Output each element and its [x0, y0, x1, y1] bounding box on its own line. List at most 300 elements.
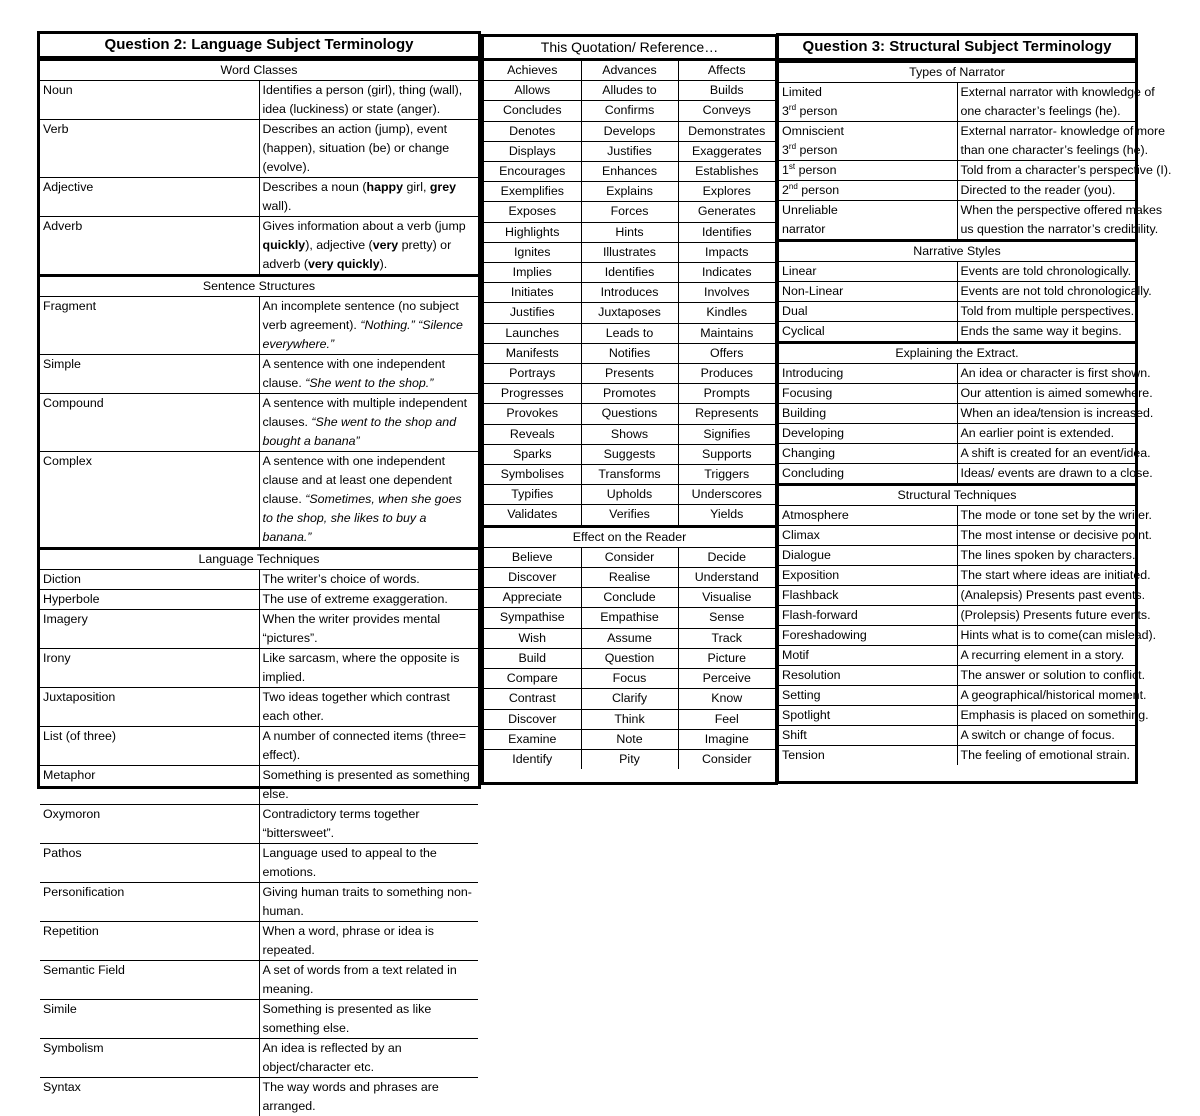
term-label: Foreshadowing: [779, 626, 957, 646]
section-heading-row: [40, 549, 478, 570]
word-cell: Kindles: [678, 303, 775, 323]
term-label: Building: [779, 404, 957, 424]
word-row: [484, 121, 775, 141]
word-cell: Picture: [678, 648, 775, 668]
narrator-type-line: narrator: [782, 220, 954, 239]
term-definition: [259, 217, 478, 276]
term-label: Tension: [779, 746, 957, 766]
term-label: Climax: [779, 526, 957, 546]
narrator-row: [779, 201, 1135, 241]
word-row: [484, 424, 775, 444]
definition-text: ), adjective (: [305, 238, 372, 252]
term-definition: [259, 355, 478, 394]
term-label: Linear: [779, 262, 957, 282]
term-label: List (of three): [40, 727, 259, 766]
word-cell: Portrays: [484, 364, 581, 384]
definition-line: us question the narrator’s credibility.: [961, 220, 1133, 239]
word-cell: Launches: [484, 323, 581, 343]
term-row: [40, 805, 478, 844]
word-cell: Triggers: [678, 465, 775, 485]
word-cell: Validates: [484, 505, 581, 526]
term-row: [779, 444, 1135, 464]
term-definition: Something is presented as something else.: [259, 766, 478, 805]
word-cell: Illustrates: [581, 242, 678, 262]
term-label: Flashback: [779, 586, 957, 606]
definition-text: girl,: [403, 180, 430, 194]
term-row: [779, 302, 1135, 322]
term-label: Diction: [40, 570, 259, 590]
term-row: [779, 646, 1135, 666]
term-label: Personification: [40, 883, 259, 922]
term-row: [779, 526, 1135, 546]
word-cell: Examine: [484, 729, 581, 749]
word-row: [484, 162, 775, 182]
term-row: [40, 1039, 478, 1078]
term-definition: (Prolepsis) Presents future events.: [957, 606, 1135, 626]
term-label: Motif: [779, 646, 957, 666]
word-cell: Generates: [678, 202, 775, 222]
narrator-definition: [957, 201, 1135, 241]
narrator-definition: [957, 161, 1135, 181]
term-label: Introducing: [779, 364, 957, 384]
term-label: Spotlight: [779, 706, 957, 726]
term-label: Adverb: [40, 217, 259, 276]
narrator-type: [779, 181, 957, 201]
term-definition: Two ideas together which contrast each other.: [259, 688, 478, 727]
term-row: [779, 726, 1135, 746]
section-heading-row: [40, 60, 478, 81]
term-row: [40, 217, 478, 276]
word-cell: Sparks: [484, 444, 581, 464]
narrator-type-line: 1st person: [782, 161, 954, 180]
word-row: [484, 263, 775, 283]
section-heading: Explaining the Extract.: [779, 343, 1135, 364]
term-row: [779, 686, 1135, 706]
word-row: [484, 588, 775, 608]
word-cell: Produces: [678, 364, 775, 384]
definition-line: Told from a character’s perspective (I).: [961, 161, 1133, 180]
term-label: Fragment: [40, 297, 259, 355]
word-cell: Affects: [678, 61, 775, 81]
word-row: [484, 749, 775, 769]
term-row: [40, 766, 478, 805]
word-cell: Know: [678, 689, 775, 709]
term-definition: The lines spoken by characters.: [957, 546, 1135, 566]
word-row: [484, 404, 775, 424]
word-row: [484, 729, 775, 749]
narrator-type-line: 3rd person: [782, 102, 954, 121]
definition-line: When the perspective offered makes: [961, 201, 1133, 220]
term-label: Imagery: [40, 610, 259, 649]
term-definition: Events are told chronologically.: [957, 262, 1135, 282]
section-heading-row: [779, 485, 1135, 506]
q2-table: [40, 58, 478, 1116]
word-cell: Verifies: [581, 505, 678, 526]
term-definition: An earlier point is extended.: [957, 424, 1135, 444]
term-label: Non-Linear: [779, 282, 957, 302]
word-cell: Suggests: [581, 444, 678, 464]
narrator-type: [779, 83, 957, 122]
term-row: [40, 178, 478, 217]
term-definition: [259, 297, 478, 355]
definition-text: Describes a noun (: [263, 180, 367, 194]
example-quote: “She went to the shop.”: [305, 376, 433, 390]
emphasis-word: grey: [430, 180, 456, 194]
word-cell: Build: [484, 648, 581, 668]
term-label: Dialogue: [779, 546, 957, 566]
word-cell: Track: [678, 628, 775, 648]
word-row: [484, 303, 775, 323]
word-cell: Identify: [484, 749, 581, 769]
word-cell: Reveals: [484, 424, 581, 444]
word-cell: Conveys: [678, 101, 775, 121]
word-row: [484, 323, 775, 343]
term-definition: Describes an action (jump), event (happen), situation (be) or change (evolve).: [259, 120, 478, 178]
narrator-definition: [957, 122, 1135, 161]
word-cell: Exemplifies: [484, 182, 581, 202]
word-cell: Identifies: [678, 222, 775, 242]
word-cell: Leads to: [581, 323, 678, 343]
term-row: [779, 566, 1135, 586]
term-label: Simple: [40, 355, 259, 394]
term-definition: A number of connected items (three= effect).: [259, 727, 478, 766]
definition-line: Directed to the reader (you).: [961, 181, 1133, 200]
term-label: Concluding: [779, 464, 957, 485]
word-cell: Hints: [581, 222, 678, 242]
term-row: [779, 322, 1135, 343]
term-label: Juxtaposition: [40, 688, 259, 727]
term-label: Changing: [779, 444, 957, 464]
q2-title: Question 2: Language Subject Terminology: [40, 34, 478, 58]
word-cell: Exposes: [484, 202, 581, 222]
definition-text: Gives information about a verb (jump: [263, 219, 466, 233]
word-cell: Alludes to: [581, 81, 678, 101]
term-label: Complex: [40, 452, 259, 549]
term-row: [40, 120, 478, 178]
narrator-type-line: Unreliable: [782, 201, 954, 220]
word-cell: Identifies: [581, 263, 678, 283]
word-row: [484, 485, 775, 505]
term-label: Cyclical: [779, 322, 957, 343]
word-row: [484, 568, 775, 588]
word-cell: Presents: [581, 364, 678, 384]
word-cell: Juxtaposes: [581, 303, 678, 323]
word-cell: Allows: [484, 81, 581, 101]
term-label: Noun: [40, 81, 259, 120]
term-row: [779, 746, 1135, 766]
word-cell: Advances: [581, 61, 678, 81]
word-cell: Typifies: [484, 485, 581, 505]
term-definition: A shift is created for an event/idea.: [957, 444, 1135, 464]
word-cell: Assume: [581, 628, 678, 648]
term-row: [40, 1000, 478, 1039]
term-label: Flash-forward: [779, 606, 957, 626]
word-cell: Notifies: [581, 343, 678, 363]
term-row: [779, 364, 1135, 384]
word-row: [484, 182, 775, 202]
word-row: [484, 505, 775, 526]
term-definition: When a word, phrase or idea is repeated.: [259, 922, 478, 961]
term-definition: The feeling of emotional strain.: [957, 746, 1135, 766]
term-row: [40, 297, 478, 355]
word-cell: Offers: [678, 343, 775, 363]
word-cell: Feel: [678, 709, 775, 729]
term-definition: (Analepsis) Presents past events.: [957, 586, 1135, 606]
word-row: [484, 242, 775, 262]
section-heading-row: [40, 276, 478, 297]
definition-text: ).: [380, 257, 388, 271]
word-row: [484, 283, 775, 303]
definition-text: A sentence with one independent clause.: [263, 357, 446, 390]
word-cell: Appreciate: [484, 588, 581, 608]
term-row: [40, 727, 478, 766]
term-row: [779, 606, 1135, 626]
word-cell: Conclude: [581, 588, 678, 608]
word-row: [484, 384, 775, 404]
section-heading: Types of Narrator: [779, 62, 1135, 83]
definition-text: wall).: [263, 199, 292, 213]
word-cell: Concludes: [484, 101, 581, 121]
emphasis-word: quickly: [263, 238, 306, 252]
word-cell: Achieves: [484, 61, 581, 81]
definition-text: A sentence with multiple independent clauses.: [263, 396, 468, 429]
word-cell: Note: [581, 729, 678, 749]
quotation-title: This Quotation/ Reference…: [484, 37, 775, 60]
narrator-row: [779, 83, 1135, 122]
narrator-type: [779, 161, 957, 181]
narrator-type-line: 2nd person: [782, 181, 954, 200]
emphasis-word: very: [373, 238, 399, 252]
term-definition: The mode or tone set by the writer.: [957, 506, 1135, 526]
term-row: [779, 404, 1135, 424]
q3-title: Question 3: Structural Subject Terminology: [779, 36, 1135, 60]
narrator-definition: [957, 83, 1135, 122]
word-row: [484, 608, 775, 628]
word-cell: Indicates: [678, 263, 775, 283]
term-definition: Like sarcasm, where the opposite is implied.: [259, 649, 478, 688]
word-cell: Clarify: [581, 689, 678, 709]
word-cell: Initiates: [484, 283, 581, 303]
definition-line: External narrator with knowledge of: [961, 83, 1133, 102]
term-label: Simile: [40, 1000, 259, 1039]
narrator-definition: [957, 181, 1135, 201]
word-row: [484, 444, 775, 464]
word-row: [484, 101, 775, 121]
word-cell: Involves: [678, 283, 775, 303]
term-row: [40, 590, 478, 610]
definition-text: An incomplete sentence (no subject verb agreement).: [263, 299, 459, 332]
term-label: Resolution: [779, 666, 957, 686]
word-cell: Justifies: [581, 141, 678, 161]
term-row: [40, 961, 478, 1000]
term-label: Semantic Field: [40, 961, 259, 1000]
term-definition: Emphasis is placed on something.: [957, 706, 1135, 726]
term-definition: An idea or character is first shown.: [957, 364, 1135, 384]
word-cell: Realise: [581, 568, 678, 588]
word-cell: Impacts: [678, 242, 775, 262]
term-row: [779, 546, 1135, 566]
effect-heading: Effect on the Reader: [484, 526, 775, 547]
term-definition: A set of words from a text related in meaning.: [259, 961, 478, 1000]
term-label: Repetition: [40, 922, 259, 961]
word-cell: Demonstrates: [678, 121, 775, 141]
term-label: Exposition: [779, 566, 957, 586]
section-heading: Narrative Styles: [779, 241, 1135, 262]
term-definition: The way words and phrases are arranged.: [259, 1078, 478, 1116]
term-label: Irony: [40, 649, 259, 688]
narrator-type-line: Omniscient: [782, 122, 954, 141]
term-row: [40, 394, 478, 452]
word-cell: Imagine: [678, 729, 775, 749]
term-row: [40, 844, 478, 883]
word-cell: Manifests: [484, 343, 581, 363]
term-definition: [259, 452, 478, 549]
word-cell: Introduces: [581, 283, 678, 303]
definition-line: than one character’s feelings (he).: [961, 141, 1133, 160]
word-cell: Explores: [678, 182, 775, 202]
narrator-type: [779, 201, 957, 241]
term-row: [779, 666, 1135, 686]
term-row: [40, 355, 478, 394]
term-row: [40, 649, 478, 688]
word-row: [484, 202, 775, 222]
word-cell: Progresses: [484, 384, 581, 404]
term-label: Atmosphere: [779, 506, 957, 526]
word-row: [484, 648, 775, 668]
word-cell: Promotes: [581, 384, 678, 404]
word-row: [484, 709, 775, 729]
word-cell: Confirms: [581, 101, 678, 121]
definition-line: one character’s feelings (he).: [961, 102, 1133, 121]
language-terminology-panel: [37, 31, 481, 789]
word-cell: Justifies: [484, 303, 581, 323]
term-definition: When an idea/tension is increased.: [957, 404, 1135, 424]
term-label: Developing: [779, 424, 957, 444]
word-cell: Sympathise: [484, 608, 581, 628]
term-row: [40, 922, 478, 961]
word-cell: Sense: [678, 608, 775, 628]
term-definition: A recurring element in a story.: [957, 646, 1135, 666]
term-row: [40, 570, 478, 590]
term-row: [40, 688, 478, 727]
term-definition: Hints what is to come(can mislead).: [957, 626, 1135, 646]
narrator-row: [779, 122, 1135, 161]
term-row: [40, 81, 478, 120]
word-cell: Implies: [484, 263, 581, 283]
term-row: [779, 262, 1135, 282]
term-definition: The start where ideas are initiated.: [957, 566, 1135, 586]
word-row: [484, 669, 775, 689]
word-cell: Signifies: [678, 424, 775, 444]
term-row: [779, 384, 1135, 404]
word-cell: Underscores: [678, 485, 775, 505]
word-cell: Explains: [581, 182, 678, 202]
q3-table: [779, 60, 1135, 765]
narrator-type-line: 3rd person: [782, 141, 954, 160]
term-row: [779, 586, 1135, 606]
word-row: [484, 689, 775, 709]
narrator-type-line: Limited: [782, 83, 954, 102]
term-label: Oxymoron: [40, 805, 259, 844]
word-cell: Questions: [581, 404, 678, 424]
section-heading-row: [779, 343, 1135, 364]
term-label: Metaphor: [40, 766, 259, 805]
section-heading-row: [779, 62, 1135, 83]
term-definition: A switch or change of focus.: [957, 726, 1135, 746]
term-definition: Our attention is aimed somewhere.: [957, 384, 1135, 404]
definition-text: A sentence with one independent clause and at least one dependent clause.: [263, 454, 452, 506]
term-definition: Identifies a person (girl), thing (wall), idea (luckiness) or state (anger).: [259, 81, 478, 120]
word-cell: Shows: [581, 424, 678, 444]
term-definition: [259, 394, 478, 452]
narrator-row: [779, 161, 1135, 181]
word-cell: Believe: [484, 547, 581, 567]
word-row: [484, 628, 775, 648]
term-label: Focusing: [779, 384, 957, 404]
example-quote: “Nothing.” “Silence everywhere.”: [263, 318, 463, 351]
word-row: [484, 81, 775, 101]
term-definition: Events are not told chronologically.: [957, 282, 1135, 302]
definition-text: pretty) or adverb (: [263, 238, 452, 271]
word-row: [484, 222, 775, 242]
word-cell: Prompts: [678, 384, 775, 404]
word-row: [484, 343, 775, 363]
word-cell: Decide: [678, 547, 775, 567]
term-label: Pathos: [40, 844, 259, 883]
narrator-type: [779, 122, 957, 161]
term-definition: The writer’s choice of words.: [259, 570, 478, 590]
word-cell: Focus: [581, 669, 678, 689]
quotation-panel: [481, 34, 778, 785]
word-cell: Pity: [581, 749, 678, 769]
word-cell: Contrast: [484, 689, 581, 709]
term-row: [779, 424, 1135, 444]
term-definition: [259, 178, 478, 217]
word-cell: Encourages: [484, 162, 581, 182]
term-label: Hyperbole: [40, 590, 259, 610]
word-cell: Represents: [678, 404, 775, 424]
word-cell: Perceive: [678, 669, 775, 689]
term-label: Adjective: [40, 178, 259, 217]
emphasis-word: very quickly: [308, 257, 380, 271]
word-row: [484, 61, 775, 81]
structural-terminology-panel: [776, 33, 1138, 784]
term-definition: Something is presented as like something else.: [259, 1000, 478, 1039]
term-definition: The answer or solution to conflict.: [957, 666, 1135, 686]
term-label: Symbolism: [40, 1039, 259, 1078]
word-cell: Displays: [484, 141, 581, 161]
term-row: [40, 610, 478, 649]
word-cell: Forces: [581, 202, 678, 222]
section-heading: Language Techniques: [40, 549, 478, 570]
word-cell: Builds: [678, 81, 775, 101]
term-label: Setting: [779, 686, 957, 706]
term-definition: Language used to appeal to the emotions.: [259, 844, 478, 883]
word-row: [484, 141, 775, 161]
term-definition: When the writer provides mental “pictures”.: [259, 610, 478, 649]
word-cell: Provokes: [484, 404, 581, 424]
example-quote: “Sometimes, when she goes to the shop, she likes to buy a banana.”: [263, 492, 462, 544]
section-heading-row: [779, 241, 1135, 262]
term-definition: A geographical/historical moment.: [957, 686, 1135, 706]
term-row: [779, 506, 1135, 526]
term-definition: Contradictory terms together “bittersweet”.: [259, 805, 478, 844]
term-label: Compound: [40, 394, 259, 452]
word-row: [484, 547, 775, 567]
term-label: Dual: [779, 302, 957, 322]
word-cell: Supports: [678, 444, 775, 464]
word-cell: Highlights: [484, 222, 581, 242]
